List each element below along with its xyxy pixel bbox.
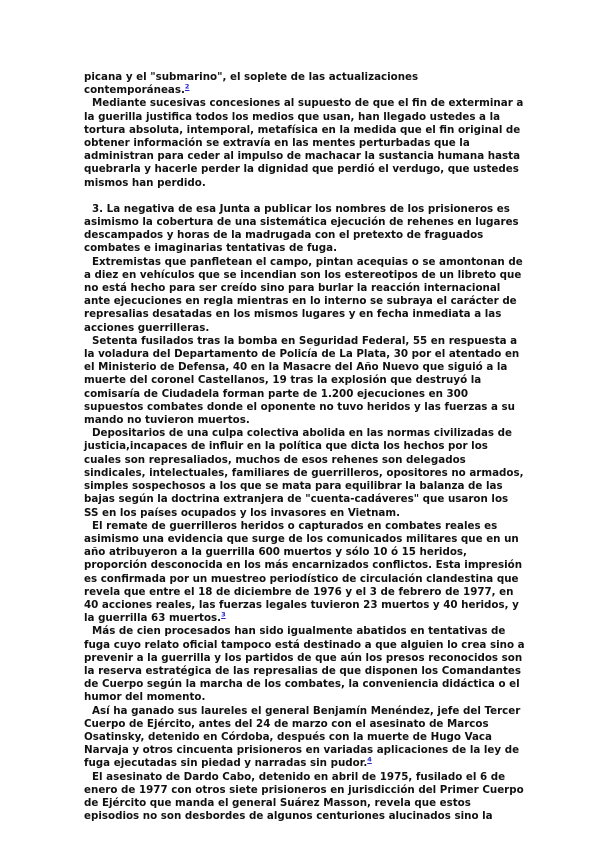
text-line: Setenta fusilados tras la bomba en Seguridad Federal, 55 en respuesta a	[92, 334, 518, 347]
text-line: año atribuyeron a la guerrilla 600 muertos y sólo 10 ó 15 heridos,	[84, 546, 467, 559]
text-line: a diez en vehículos que se incendian son los estereotipos de un libreto que	[84, 268, 522, 281]
text-line: es confirmada por un muestreo periodístico de circulación clandestina que	[84, 572, 519, 585]
text-line: enero de 1977 con otros siete prisioneros en jurisdicción del Primer Cuerpo	[84, 783, 524, 796]
text-line: acciones guerrilleras.	[84, 321, 210, 334]
text-line: picana y el "submarino", el soplete de las actualizaciones	[84, 71, 419, 83]
text-line: combates e imaginarias tentativas de fuga.	[84, 242, 337, 255]
text-line: El remate de guerrilleros heridos o capturados en combates reales es	[92, 519, 498, 532]
footnote-link[interactable]: 3	[221, 610, 226, 619]
text-line: de Cuerpo según la marcha de los combates, la conveniencia didáctica o el	[84, 678, 520, 691]
text-line: el Ministerio de Defensa, 40 en la Masacre del Año Nuevo que siguió a la	[84, 361, 508, 374]
paragraph	[84, 202, 519, 256]
text-line: la reserva estratégica de las represalias de que disponen los Comandantes	[84, 664, 522, 677]
text-line: la voladura del Departamento de Policía de La Plata, 30 por el atentado en	[84, 348, 520, 361]
text-line: Cuerpo de Ejército, antes del 24 de marzo con el asesinato de Marcos	[84, 717, 489, 730]
text-line: bajas según la doctrina extranjera de "cuenta-cadáveres" que usaron los	[84, 493, 509, 506]
paragraph	[84, 97, 524, 189]
paragraph	[84, 704, 521, 771]
text-line: asimismo una evidencia que surge de los comunicados militares que en un	[84, 532, 519, 545]
text-line: asimismo la cobertura de una sistemática ejecución de rehenes en lugares	[84, 216, 519, 229]
text-line: Osatinsky, detenido en Córdoba, después con la muerte de Hugo Vaca	[84, 730, 492, 743]
paragraph	[84, 519, 523, 626]
text-line: la guerrilla 63 muertos.$^3$	[84, 610, 226, 625]
text-line: supuestos combates donde el oponente no tuvo heridos y las fuerzas a su	[84, 400, 515, 413]
text-line: humor del momento.	[84, 691, 206, 704]
text-line: episodios no son desbordes de algunos centuriones alucinados sino la	[84, 810, 493, 823]
text-line: represalias desatadas en los mismos lugares y en fecha inmediata a las	[84, 308, 502, 321]
text-line: mismos han perdido.	[84, 176, 206, 189]
text-line: Mediante sucesivas concesiones al supuesto de que el fin de exterminar a	[92, 97, 524, 110]
text-line: justicia,incapaces de influir en la política que dicta los hechos por los	[84, 440, 488, 453]
text-line: contemporáneas.$^2$	[84, 82, 190, 97]
text-line: mando no tuvieron muertos.	[84, 414, 250, 427]
paragraph	[84, 770, 524, 824]
text-line: revela que entre el 18 de diciembre de 1976 y el 3 de febrero de 1977, en	[84, 585, 514, 598]
document-body	[84, 71, 525, 823]
text-line: prevenir a la guerrilla y Ios partidos de que aún los presos reconocidos son	[84, 651, 523, 664]
paragraph	[84, 71, 514, 97]
paragraph	[84, 625, 525, 704]
text-line: SS en los países ocupados y los invasores en Vietnam.	[84, 506, 400, 519]
text-line: la guerilla justifica todos los medios que usan, han llegado ustedes a la	[84, 110, 501, 123]
text-line: simples sospechosos a los que se mata para equilibrar la balanza de las	[84, 480, 503, 493]
text-line: 40 acciones reales, las fuerzas legales tuvieron 23 muertos y 40 heridos, y	[84, 598, 519, 611]
text-line: ante ejecuciones en regla mientras en lo interno se subraya el carácter de	[84, 295, 517, 308]
text-line: El asesinato de Dardo Cabo, detenido en abril de 1975, fusilado el 6 de	[92, 770, 506, 783]
text-line: quebrarla y hacerle perder la dignidad que perdió el verdugo, que ustedes	[84, 163, 519, 176]
text-line: sindicales, intelectuales, familiares de guerrilleros, opositores no armados,	[84, 466, 524, 479]
footnote-link[interactable]: 4	[367, 755, 372, 764]
text-line: Extremistas que panfletean el campo, pintan acequias o se amontonan de	[92, 255, 523, 268]
text-line: tortura absoluta, intemporal, metafísica en la medida que el fin original de	[84, 123, 521, 136]
text-line: Narvaja y otros cincuenta prisioneros en variadas aplicaciones de la ley de	[84, 744, 520, 757]
section-gap	[84, 190, 514, 203]
text-line: administran para ceder al impulso de machacar la sustancia humana hasta	[84, 150, 521, 163]
paragraph	[84, 427, 524, 519]
text-line: cuales son represaliados, muchos de esos rehenes son delegados	[84, 453, 466, 466]
text-line: Depositarios de una culpa colectiva abolida en las normas civilizadas de	[92, 427, 512, 440]
text-line: proporción desconocida en los más encarnizados conflictos. Esta impresión	[84, 559, 523, 572]
footnote-link[interactable]: 2	[184, 82, 190, 91]
text-line: muerte del coronel Castellanos, 19 tras la explosión que destruyó la	[84, 374, 482, 387]
text-line: comisaría de Ciudadela forman parte de 1.200 ejecuciones en 300	[84, 387, 469, 400]
text-line: Más de cien procesados han sido igualmente abatidos en tentativas de	[92, 625, 506, 638]
text-line: obtener información se extravía en las mentes perturbadas que la	[84, 137, 470, 150]
text-line: 3. La negativa de esa Junta a publicar los nombres de los prisioneros es	[92, 202, 510, 215]
text-line: no está hecho para ser creído sino para burlar la reacción internacional	[84, 282, 501, 295]
text-line: fuga ejecutadas sin piedad y narradas sin pudor.$^4$	[84, 755, 372, 770]
text-line: de Ejército que manda el general Suárez Masson, revela que estos	[84, 796, 471, 809]
paragraph	[84, 255, 523, 335]
text-line: descampados y horas de la madrugada con el pretexto de fraguados	[84, 229, 484, 242]
text-line: Así ha ganado sus laureles el general Benjamín Menéndez, jefe del Tercer	[92, 704, 521, 717]
text-line: fuga cuyo relato oficial tampoco está destinado a que alguien lo crea sino a	[84, 638, 525, 651]
paragraph	[84, 334, 520, 427]
